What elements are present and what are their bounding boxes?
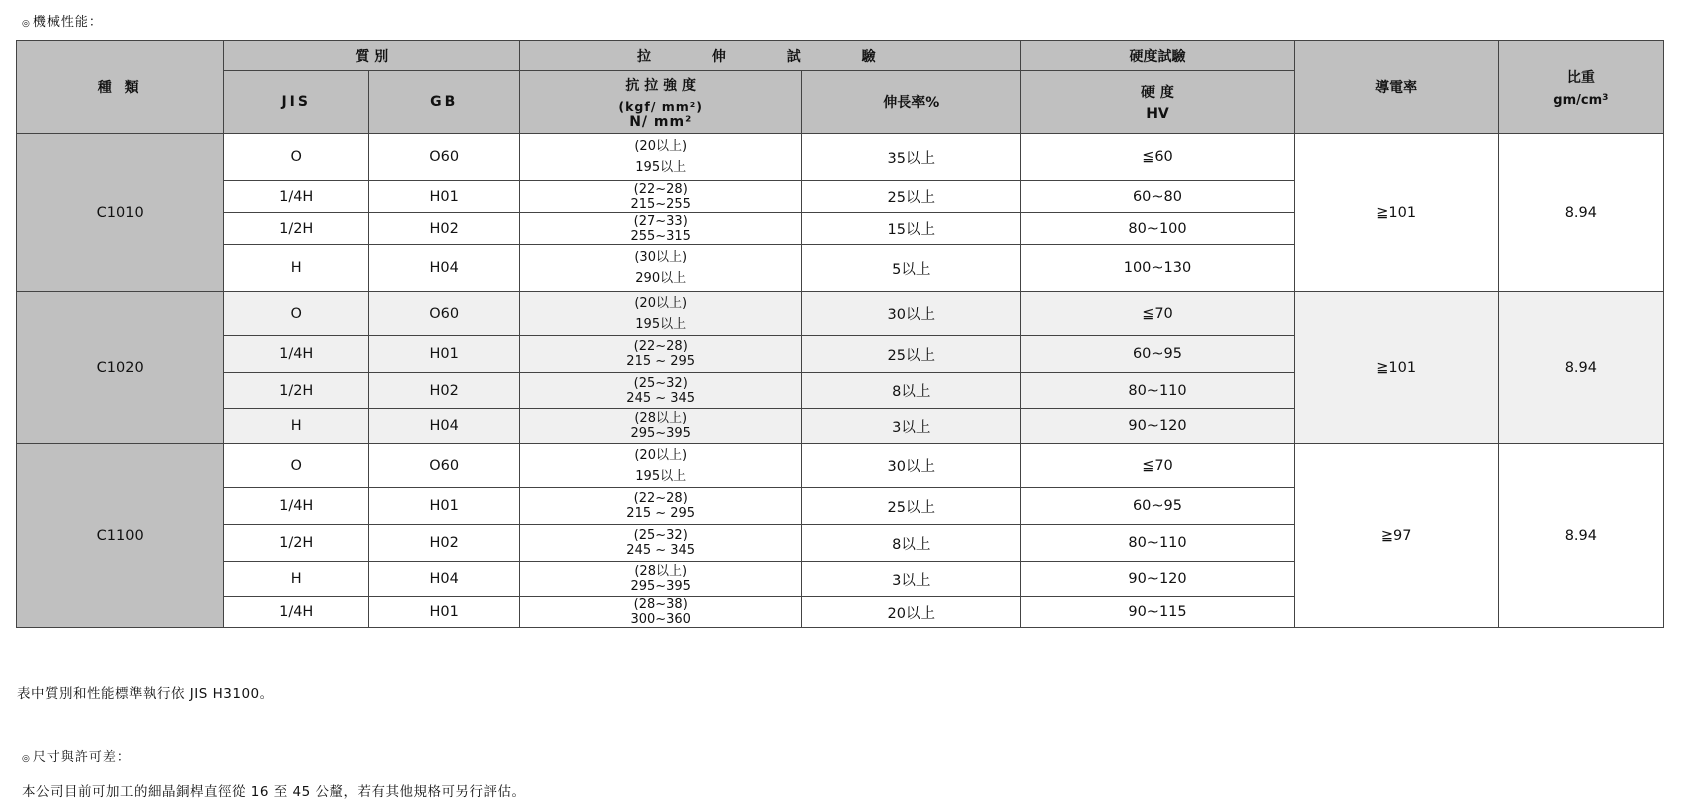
header-elongation: 伸長率% xyxy=(802,71,1021,134)
header-temper: 質 別 xyxy=(224,41,520,71)
gb-cell: O60 xyxy=(369,134,520,181)
elongation-cell: 35以上 xyxy=(802,134,1021,181)
gb-cell: H02 xyxy=(369,525,520,562)
jis-cell: H xyxy=(224,245,369,292)
gravity-label: 比重 xyxy=(1566,69,1595,86)
elongation-cell: 25以上 xyxy=(802,336,1021,373)
section-title: 機械性能： xyxy=(32,15,103,30)
header-hardness-test: 硬度試驗 xyxy=(1021,41,1294,71)
hardness-cell: 80~100 xyxy=(1021,213,1294,245)
strength-kgf: (20以上) xyxy=(634,295,688,311)
strength-n: 195以上 xyxy=(635,468,687,484)
bullet-mark: ◎ xyxy=(22,19,31,29)
elongation-cell: 3以上 xyxy=(802,562,1021,597)
gb-cell: H04 xyxy=(369,245,520,292)
elongation-cell: 3以上 xyxy=(802,409,1021,444)
strength-cell xyxy=(520,181,802,213)
header-tensile-strength xyxy=(520,71,802,134)
strength-kgf: (30以上) xyxy=(634,250,688,265)
elongation-cell: 25以上 xyxy=(802,488,1021,525)
hardness-cell: 60~95 xyxy=(1021,336,1294,373)
gb-cell: H01 xyxy=(369,181,520,213)
strength-n: 195以上 xyxy=(635,160,687,175)
strength-cell xyxy=(520,245,802,292)
jis-cell: 1/4H xyxy=(224,181,369,213)
table-row xyxy=(17,134,1664,181)
conductivity-cell: ≧101 xyxy=(1294,292,1498,444)
section-heading-mechanical xyxy=(22,11,103,30)
strength-cell xyxy=(520,409,802,444)
strength-n: 255~315 xyxy=(630,228,691,244)
strength-kgf: (28~38) xyxy=(633,597,688,612)
hardness-cell: 60~95 xyxy=(1021,488,1294,525)
table-body xyxy=(17,134,1664,628)
gb-cell: H01 xyxy=(369,336,520,373)
section-title: 尺寸與許可差： xyxy=(32,750,131,765)
elongation-cell: 25以上 xyxy=(802,181,1021,213)
hardness-cell: ≦70 xyxy=(1021,292,1294,336)
gb-cell: H04 xyxy=(369,409,520,444)
jis-cell: H xyxy=(224,562,369,597)
strength-n: 215 ~ 295 xyxy=(626,354,696,369)
strength-n: 195以上 xyxy=(635,316,687,332)
gb-cell: O60 xyxy=(369,292,520,336)
elongation-cell: 8以上 xyxy=(802,525,1021,562)
gravity-cell: 8.94 xyxy=(1498,134,1663,292)
standard-note: 表中質別和性能標準執行依 JIS H3100。 xyxy=(17,686,274,702)
conductivity-cell: ≧97 xyxy=(1294,444,1498,628)
jis-cell: 1/4H xyxy=(224,336,369,373)
hardness-cell: 60~80 xyxy=(1021,181,1294,213)
strength-n: 245 ~ 345 xyxy=(626,543,696,558)
kind-cell: C1100 xyxy=(17,444,224,628)
header-gb: GB xyxy=(369,71,520,134)
strength-n: 215~255 xyxy=(630,196,691,212)
strength-cell xyxy=(520,292,802,336)
gravity-cell: 8.94 xyxy=(1498,292,1663,444)
header-tensile-test: 拉 伸 試 驗 xyxy=(520,41,1021,71)
header-conductivity: 導電率 xyxy=(1294,41,1498,134)
strength-cell xyxy=(520,134,802,181)
header-hardness xyxy=(1021,71,1294,134)
strength-cell xyxy=(520,562,802,597)
strength-n: 295~395 xyxy=(630,426,691,441)
header-kind: 種 類 xyxy=(17,41,224,134)
jis-cell: 1/4H xyxy=(224,488,369,525)
strength-n: 295~395 xyxy=(630,579,691,594)
hardness-cell: 80~110 xyxy=(1021,525,1294,562)
strength-kgf: (20以上) xyxy=(634,447,688,463)
mechanical-properties-table xyxy=(16,40,1664,628)
hardness-cell: 90~115 xyxy=(1021,597,1294,628)
strength-cell xyxy=(520,525,802,562)
hardness-cell: 100~130 xyxy=(1021,245,1294,292)
strength-cell xyxy=(520,597,802,628)
strength-kgf: (22~28) xyxy=(633,181,688,197)
strength-n: 290以上 xyxy=(635,271,687,286)
gb-cell: O60 xyxy=(369,444,520,488)
diameter-note: 本公司目前可加工的細晶銅桿直徑從 16 至 45 公釐，若有其他規格可另行評估。 xyxy=(22,784,526,800)
strength-n: 245 ~ 345 xyxy=(626,390,696,406)
strength-n: 215 ~ 295 xyxy=(626,506,696,521)
strength-label: 抗 拉 強 度 xyxy=(625,77,697,94)
hardness-cell: 90~120 xyxy=(1021,409,1294,444)
strength-n: 300~360 xyxy=(630,612,691,627)
strength-kgf: (27~33) xyxy=(633,213,688,229)
gravity-unit: gm/cm xyxy=(1553,92,1603,108)
gravity-cell: 8.94 xyxy=(1498,444,1663,628)
hardness-cell: 80~110 xyxy=(1021,373,1294,409)
strength-unit-kgf: (kgf/ mm²) xyxy=(618,98,703,114)
kind-cell: C1010 xyxy=(17,134,224,292)
conductivity-cell: ≧101 xyxy=(1294,134,1498,292)
strength-cell xyxy=(520,444,802,488)
elongation-cell: 30以上 xyxy=(802,292,1021,336)
strength-kgf: (25~32) xyxy=(633,528,688,543)
bullet-mark: ◎ xyxy=(22,754,31,764)
hardness-cell: ≦70 xyxy=(1021,444,1294,488)
elongation-cell: 5以上 xyxy=(802,245,1021,292)
gb-cell: H01 xyxy=(369,597,520,628)
strength-cell xyxy=(520,336,802,373)
section-heading-dimensions xyxy=(22,746,131,765)
jis-cell: O xyxy=(224,292,369,336)
strength-kgf: (28以上) xyxy=(634,564,688,579)
table-row xyxy=(17,292,1664,336)
strength-cell xyxy=(520,373,802,409)
elongation-cell: 8以上 xyxy=(802,373,1021,409)
strength-cell xyxy=(520,213,802,245)
gb-cell: H01 xyxy=(369,488,520,525)
gb-cell: H02 xyxy=(369,213,520,245)
elongation-cell: 20以上 xyxy=(802,597,1021,628)
header-specific-gravity xyxy=(1498,41,1663,134)
jis-cell: 1/2H xyxy=(224,213,369,245)
strength-cell xyxy=(520,488,802,525)
jis-cell: O xyxy=(224,134,369,181)
hardness-cell: 90~120 xyxy=(1021,562,1294,597)
strength-unit-n: N/ mm² xyxy=(629,113,693,130)
gb-cell: H04 xyxy=(369,562,520,597)
strength-kgf: (28以上) xyxy=(634,411,688,426)
gb-cell: H02 xyxy=(369,373,520,409)
hardness-cell: ≦60 xyxy=(1021,134,1294,181)
gravity-unit-sup: 3 xyxy=(1602,92,1609,103)
kind-cell: C1020 xyxy=(17,292,224,444)
strength-kgf: (22~28) xyxy=(633,491,688,506)
jis-cell: 1/2H xyxy=(224,525,369,562)
jis-cell: 1/4H xyxy=(224,597,369,628)
elongation-cell: 15以上 xyxy=(802,213,1021,245)
jis-cell: 1/2H xyxy=(224,373,369,409)
elongation-cell: 30以上 xyxy=(802,444,1021,488)
hardness-unit: HV xyxy=(1146,106,1169,122)
strength-kgf: (25~32) xyxy=(633,375,688,391)
jis-cell: O xyxy=(224,444,369,488)
strength-kgf: (22~28) xyxy=(633,339,688,354)
hardness-label: 硬 度 xyxy=(1141,85,1174,101)
strength-kgf: (20以上) xyxy=(634,139,688,154)
header-jis: JIS xyxy=(224,71,369,134)
jis-cell: H xyxy=(224,409,369,444)
table-row xyxy=(17,444,1664,488)
